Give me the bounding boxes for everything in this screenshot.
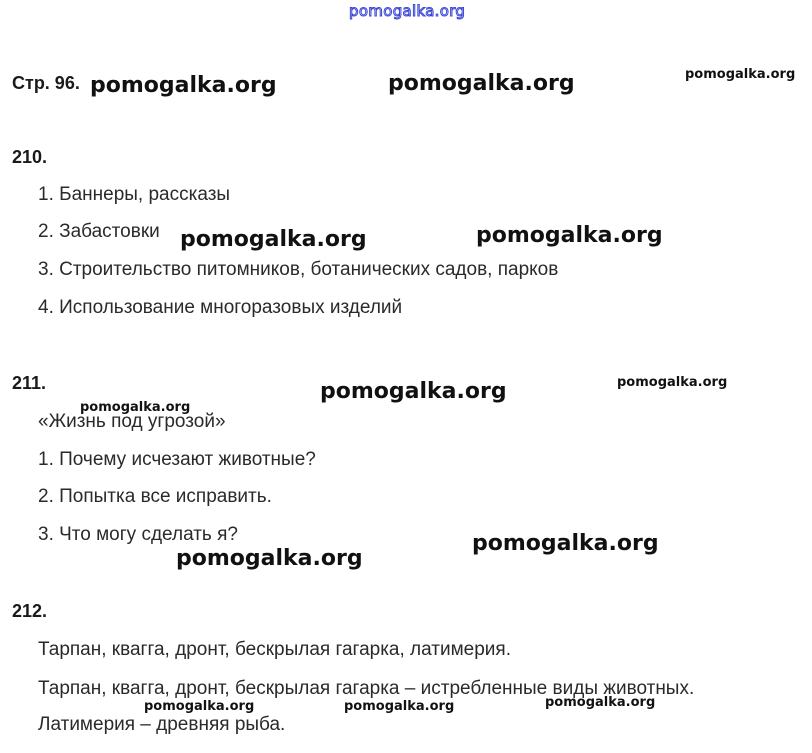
watermark-top: pomogalka.org bbox=[349, 2, 466, 20]
watermark: pomogalka.org bbox=[617, 375, 728, 390]
answer-line: 1. Баннеры, рассказы bbox=[38, 184, 231, 205]
task-number: 212. bbox=[12, 601, 48, 621]
watermark: pomogalka.org bbox=[180, 227, 367, 252]
answer-line: 1. Почему исчезают животные? bbox=[38, 449, 316, 470]
watermark: pomogalka.org bbox=[685, 67, 796, 82]
watermark: pomogalka.org bbox=[80, 400, 191, 415]
watermark: pomogalka.org bbox=[476, 223, 663, 248]
answer-line: 4. Использование многоразовых изделий bbox=[38, 297, 403, 318]
watermark: pomogalka.org bbox=[90, 73, 277, 98]
page-label: Стр. 96. bbox=[12, 73, 80, 93]
answer-line: 3. Что могу сделать я? bbox=[38, 524, 238, 545]
watermark: pomogalka.org bbox=[388, 71, 575, 96]
watermark: pomogalka.org bbox=[320, 379, 507, 404]
watermark: pomogalka.org bbox=[144, 699, 255, 714]
watermark: pomogalka.org bbox=[545, 695, 656, 710]
watermark: pomogalka.org bbox=[472, 531, 659, 556]
watermark: pomogalka.org bbox=[344, 699, 455, 714]
answer-line: 3. Строительство питомников, ботанических садов, парков bbox=[38, 259, 559, 280]
answer-line: Тарпан, квагга, дронт, бескрылая гагарка – истребленные виды животных. bbox=[38, 678, 695, 699]
task-number: 211. bbox=[12, 373, 47, 393]
answer-line: 2. Забастовки bbox=[38, 221, 160, 242]
answer-line: Латимерия – древняя рыба. bbox=[38, 714, 286, 735]
answer-line: Тарпан, квагга, дронт, бескрылая гагарка, латимерия. bbox=[38, 639, 511, 660]
task-number: 210. bbox=[12, 147, 48, 167]
answer-line: 2. Попытка все исправить. bbox=[38, 486, 272, 507]
watermark: pomogalka.org bbox=[176, 546, 363, 571]
answer-title: «Жизнь под угрозой» bbox=[38, 411, 226, 432]
